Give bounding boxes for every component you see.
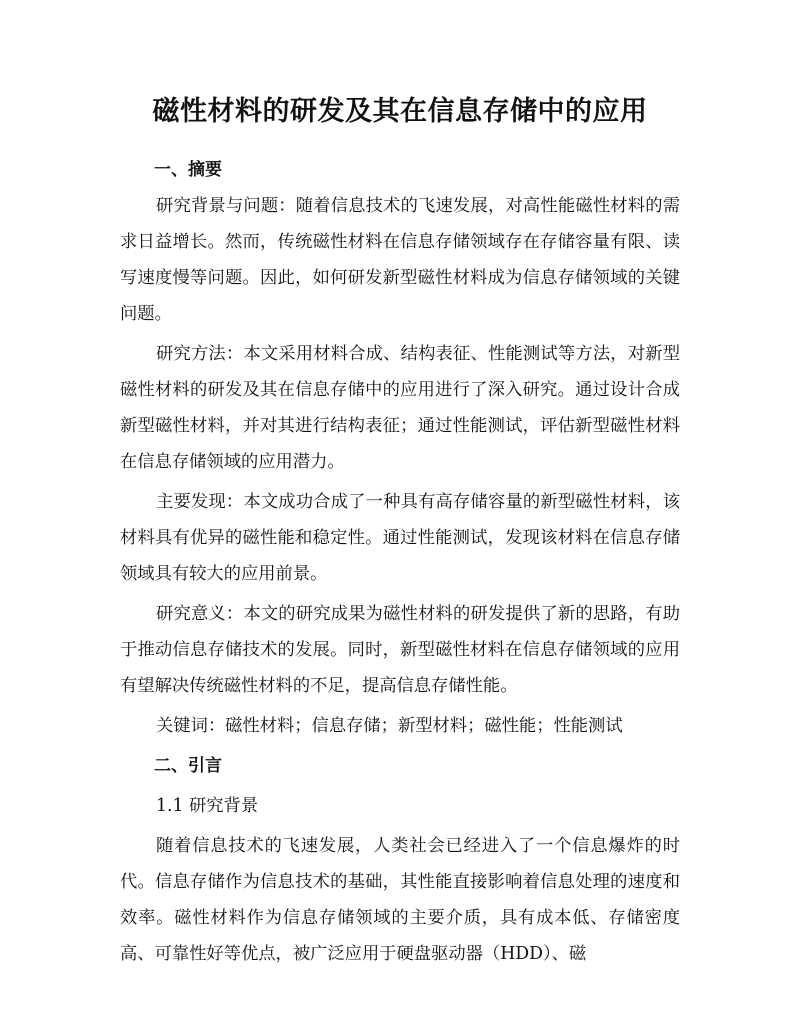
section-heading-introduction: 二、引言 [154, 756, 222, 776]
keywords-line: 关键词：磁性材料；信息存储；新型材料；磁性能；性能测试 [156, 716, 623, 736]
abstract-findings-paragraph: 主要发现：本文成功合成了一种具有高存储容量的新型磁性材料，该材料具有优异的磁性能和稳定性。通过性能测试，发现该材料在信息存储领域具有较大的应用前景。 [120, 492, 680, 584]
introduction-paragraph: 随着信息技术的飞速发展，人类社会已经进入了一个信息爆炸的时代。信息存储作为信息技术的基础，其性能直接影响着信息处理的速度和效率。磁性材料作为信息存储领域的主要介质，具有成本低、存储密度高、可靠性好等优点，被广泛应用于硬盘驱动器（HDD）、磁 [120, 836, 680, 964]
abstract-background-paragraph: 研究背景与问题：随着信息技术的飞速发展，对高性能磁性材料的需求日益增长。然而，传统磁性材料在信息存储领域存在存储容量有限、读写速度慢等问题。因此，如何研发新型磁性材料成为信息存储领域的关键问题。 [120, 196, 680, 324]
subsection-heading-background: 1.1 研究背景 [156, 796, 259, 816]
abstract-significance-paragraph: 研究意义：本文的研究成果为磁性材料的研发提供了新的思路，有助于推动信息存储技术的发展。同时，新型磁性材料在信息存储领域的应用有望解决传统磁性材料的不足，提高信息存储性能。 [120, 604, 680, 696]
document-title: 磁性材料的研发及其在信息存储中的应用 [152, 96, 648, 127]
abstract-methods-paragraph: 研究方法：本文采用材料合成、结构表征、性能测试等方法，对新型磁性材料的研发及其在信息存储中的应用进行了深入研究。通过设计合成新型磁性材料，并对其进行结构表征；通过性能测试，评估新型磁性材料在信息存储领域的应用潜力。 [120, 344, 680, 472]
section-heading-abstract: 一、摘要 [154, 160, 222, 180]
